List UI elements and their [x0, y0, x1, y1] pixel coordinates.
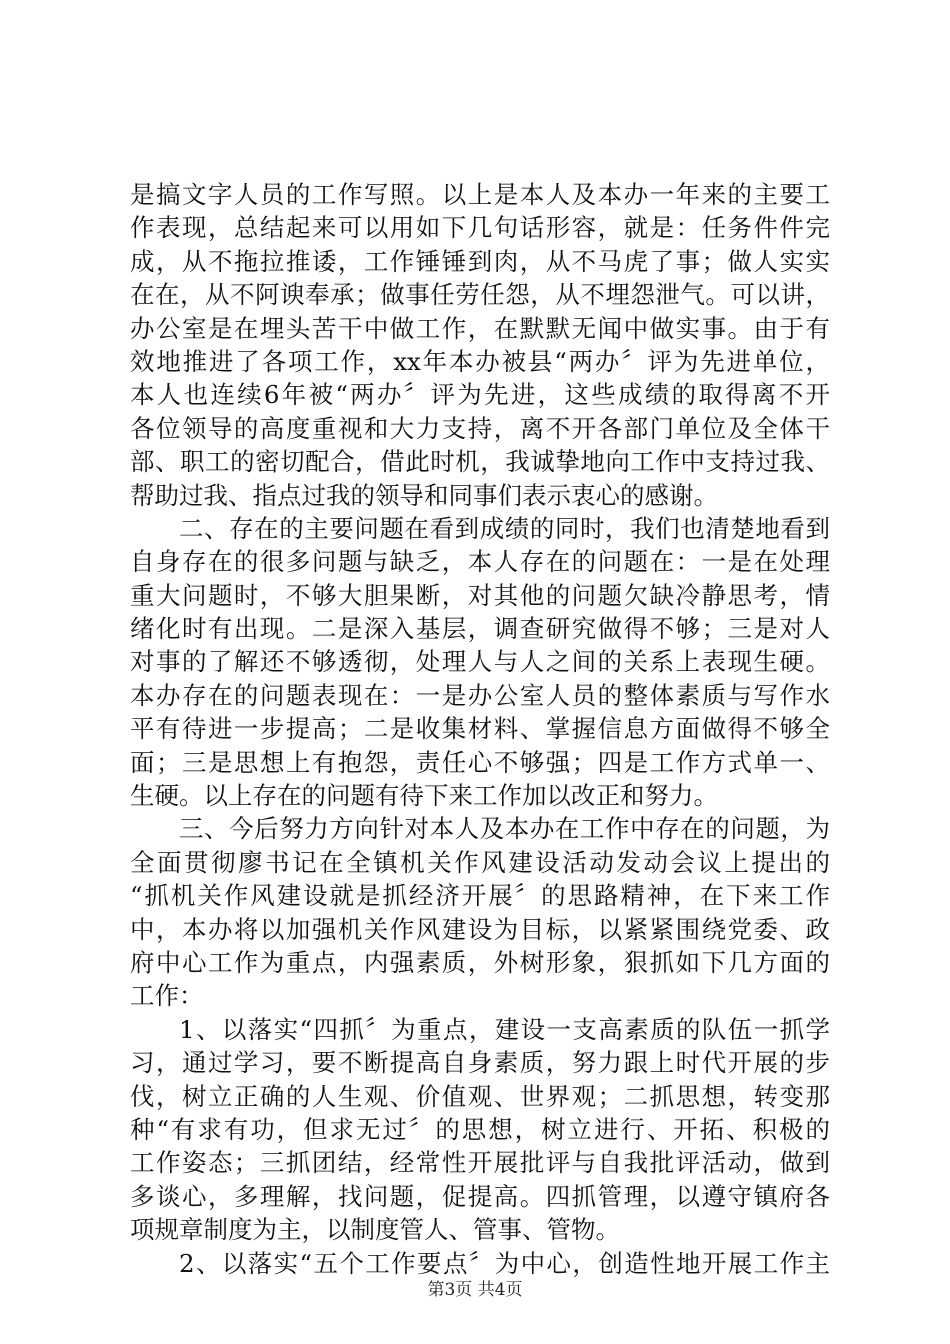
text-line: 重大问题时，不够大胆果断，对其他的问题欠缺冷静思考，情: [130, 580, 830, 610]
text-line: 府中心工作为重点，内强素质，外树形象，狠抓如下几方面的: [130, 947, 830, 977]
text-line: 习，通过学习，要不断提高自身素质，努力跟上时代开展的步: [130, 1048, 830, 1078]
text-line: 面；三是思想上有抱怨，责任心不够强；四是工作方式单一、: [130, 747, 830, 777]
text-line: 工作姿态；三抓团结，经常性开展批评与自我批评活动，做到: [130, 1148, 830, 1178]
text-line: 对事的了解还不够透彻，处理人与人之间的关系上表现生硬。: [130, 647, 830, 677]
text-line: “抓机关作风建设就是抓经济开展〞的思路精神，在下来工作: [130, 881, 830, 911]
text-line: 1、以落实“四抓〞为重点，建设一支高素质的队伍一抓学: [179, 1014, 830, 1044]
text-line: 中，本办将以加强机关作风建设为目标，以紧紧围绕党委、政: [130, 914, 830, 944]
text-line: 二、存在的主要问题在看到成绩的同时，我们也清楚地看到: [179, 513, 830, 543]
text-line: 项规章制度为主，以制度管人、管事、管物。: [130, 1215, 620, 1245]
body-text: [130, 178, 830, 1280]
text-line: 2、以落实“五个工作要点〞为中心，创造性地开展工作主: [179, 1248, 830, 1278]
text-line: 全面贯彻廖书记在全镇机关作风建设活动发动会议上提出的: [130, 847, 830, 877]
text-line: 效地推进了各项工作，xx年本办被县“两办〞评为先进单位，: [130, 346, 830, 376]
text-line: 本办存在的问题表现在：一是办公室人员的整体素质与写作水: [130, 680, 830, 710]
text-line: 帮助过我、指点过我的领导和同事们表示衷心的感谢。: [130, 480, 718, 510]
text-line: 是搞文字人员的工作写照。以上是本人及本办一年来的主要工: [130, 180, 830, 209]
text-line: 各位领导的高度重视和大力支持，离不开各部门单位及全体干: [130, 413, 830, 443]
text-line: 绪化时有出现。二是深入基层，调查研究做得不够；三是对人: [130, 614, 830, 644]
text-line: 多谈心，多理解，找问题，促提高。四抓管理，以遵守镇府各: [130, 1181, 830, 1211]
text-line: 本人也连续6年被“两办〞评为先进，这些成绩的取得离不开: [130, 380, 830, 410]
text-line: 在在，从不阿谀奉承；做事任劳任怨，从不埋怨泄气。可以讲，: [130, 280, 830, 310]
text-line: 生硬。以上存在的问题有待下来工作加以改正和努力。: [130, 781, 718, 811]
text-line: 伐，树立正确的人生观、价值观、世界观；二抓思想，转变那: [130, 1081, 830, 1111]
page-footer: [0, 1280, 950, 1300]
text-line: 平有待进一步提高；二是收集材料、掌握信息方面做得不够全: [130, 714, 830, 744]
text-line: 三、今后努力方向针对本人及本办在工作中存在的问题，为: [179, 814, 830, 844]
text-line: 成，从不拖拉推诿，工作锤锤到肉，从不马虎了事；做人实实: [130, 246, 830, 276]
text-line: 工作：: [130, 981, 204, 1011]
text-line: 自身存在的很多问题与缺乏，本人存在的问题在：一是在处理: [130, 547, 830, 577]
text-line: 办公室是在埋头苦干中做工作，在默默无闻中做实事。由于有: [130, 313, 830, 343]
page-number-label: 第3页 共4页: [427, 1280, 523, 1300]
text-line: 部、职工的密切配合，借此时机，我诚挚地向工作中支持过我、: [130, 447, 830, 477]
text-line: 种“有求有功，但求无过〞的思想，树立进行、开拓、积极的: [130, 1114, 830, 1144]
text-line: 作表现，总结起来可以用如下几句话形容，就是：任务件件完: [130, 213, 830, 243]
